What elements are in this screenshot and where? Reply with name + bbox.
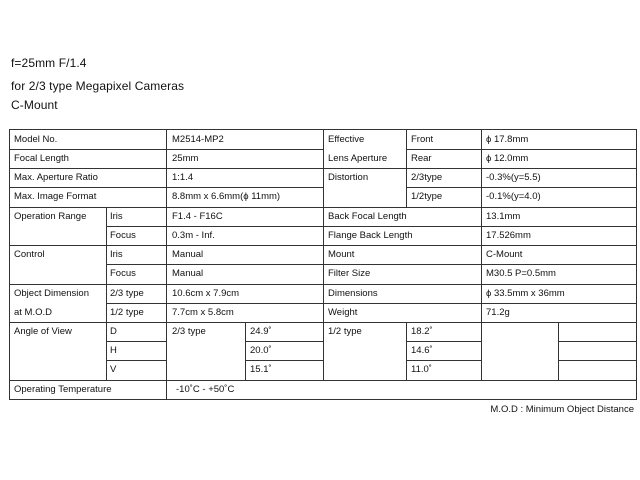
value-dimensions: ϕ 33.5mm x 36mm bbox=[486, 288, 565, 299]
label-filter-size: Filter Size bbox=[328, 268, 371, 279]
label-mount: Mount bbox=[328, 249, 355, 260]
label-av-d: D bbox=[110, 326, 117, 337]
label-op-focus: Focus bbox=[110, 230, 136, 241]
value-mount: C-Mount bbox=[486, 249, 523, 260]
value-max-image-format: 8.8mm x 6.6mm(ϕ 11mm) bbox=[172, 191, 281, 202]
value-op-focus: 0.3m - Inf. bbox=[172, 230, 215, 241]
value-back-focal-length: 13.1mm bbox=[486, 211, 521, 222]
value-model-no: M2514-MP2 bbox=[172, 134, 224, 145]
label-control: Control bbox=[14, 249, 45, 260]
value-av-23-v: 15.1˚ bbox=[250, 364, 272, 375]
label-dimensions: Dimensions bbox=[328, 288, 378, 299]
value-av-12-v: 11.0˚ bbox=[411, 364, 432, 375]
value-max-aperture: 1:1.4 bbox=[172, 172, 194, 183]
label-focal-length: Focal Length bbox=[14, 153, 69, 164]
value-av-23-h: 20.0˚ bbox=[250, 345, 272, 356]
label-back-focal-length: Back Focal Length bbox=[328, 211, 407, 222]
label-lens-aperture: Lens Aperture bbox=[328, 153, 388, 164]
label-max-aperture: Max. Aperture Ratio bbox=[14, 172, 98, 183]
header-focal-aperture: f=25mm F/1.4 bbox=[11, 56, 87, 70]
label-operation-range: Operation Range bbox=[14, 211, 87, 222]
label-weight: Weight bbox=[328, 307, 358, 318]
value-control-focus: Manual bbox=[172, 268, 204, 279]
value-av-23-d: 24.9˚ bbox=[250, 326, 272, 337]
label-dist-12: 1/2type bbox=[411, 191, 443, 202]
value-focal-length: 25mm bbox=[172, 153, 199, 164]
label-od-23-type: 2/3 type bbox=[110, 288, 144, 299]
label-dist-23: 2/3type bbox=[411, 172, 443, 183]
label-model-no: Model No. bbox=[14, 134, 58, 145]
value-rear: ϕ 12.0mm bbox=[486, 153, 529, 164]
value-flange-back-length: 17.526mm bbox=[486, 230, 531, 241]
value-od-12: 7.7cm x 5.8cm bbox=[172, 307, 234, 318]
value-weight: 71.2g bbox=[486, 307, 510, 318]
label-angle-of-view: Angle of View bbox=[14, 326, 72, 337]
value-dist-23: -0.3%(y=5.5) bbox=[486, 172, 541, 183]
label-max-image-format: Max. Image Format bbox=[14, 191, 97, 202]
label-control-focus: Focus bbox=[110, 268, 136, 279]
value-control-iris: Manual bbox=[172, 249, 204, 260]
label-control-iris: Iris bbox=[110, 249, 123, 260]
label-od-12-type: 1/2 type bbox=[110, 307, 144, 318]
value-dist-12: -0.1%(y=4.0) bbox=[486, 191, 541, 202]
header-mount: C-Mount bbox=[11, 98, 58, 112]
value-av-12-d: 18.2˚ bbox=[411, 326, 433, 337]
label-at-mod: at M.O.D bbox=[14, 307, 53, 318]
label-operating-temperature: Operating Temperature bbox=[14, 384, 112, 395]
value-filter-size: M30.5 P=0.5mm bbox=[486, 268, 556, 279]
value-operating-temperature: -10˚C - +50˚C bbox=[176, 384, 235, 395]
value-front: ϕ 17.8mm bbox=[486, 134, 529, 145]
label-object-dimension: Object Dimension bbox=[14, 288, 89, 299]
label-front: Front bbox=[411, 134, 434, 145]
label-av-23-type: 2/3 type bbox=[172, 326, 206, 337]
label-distortion: Distortion bbox=[328, 172, 369, 183]
label-av-h: H bbox=[110, 345, 117, 356]
footnote-mod: M.O.D : Minimum Object Distance bbox=[490, 404, 634, 415]
label-av-12-type: 1/2 type bbox=[328, 326, 362, 337]
label-op-iris: Iris bbox=[110, 211, 123, 222]
value-av-12-h: 14.6˚ bbox=[411, 345, 433, 356]
value-op-iris: F1.4 - F16C bbox=[172, 211, 223, 222]
header-camera-type: for 2/3 type Megapixel Cameras bbox=[11, 79, 185, 93]
value-od-23: 10.6cm x 7.9cm bbox=[172, 288, 240, 299]
label-flange-back-length: Flange Back Length bbox=[328, 230, 413, 241]
label-av-v: V bbox=[110, 364, 117, 375]
label-effective: Effective bbox=[328, 134, 365, 145]
label-rear: Rear bbox=[411, 153, 432, 164]
